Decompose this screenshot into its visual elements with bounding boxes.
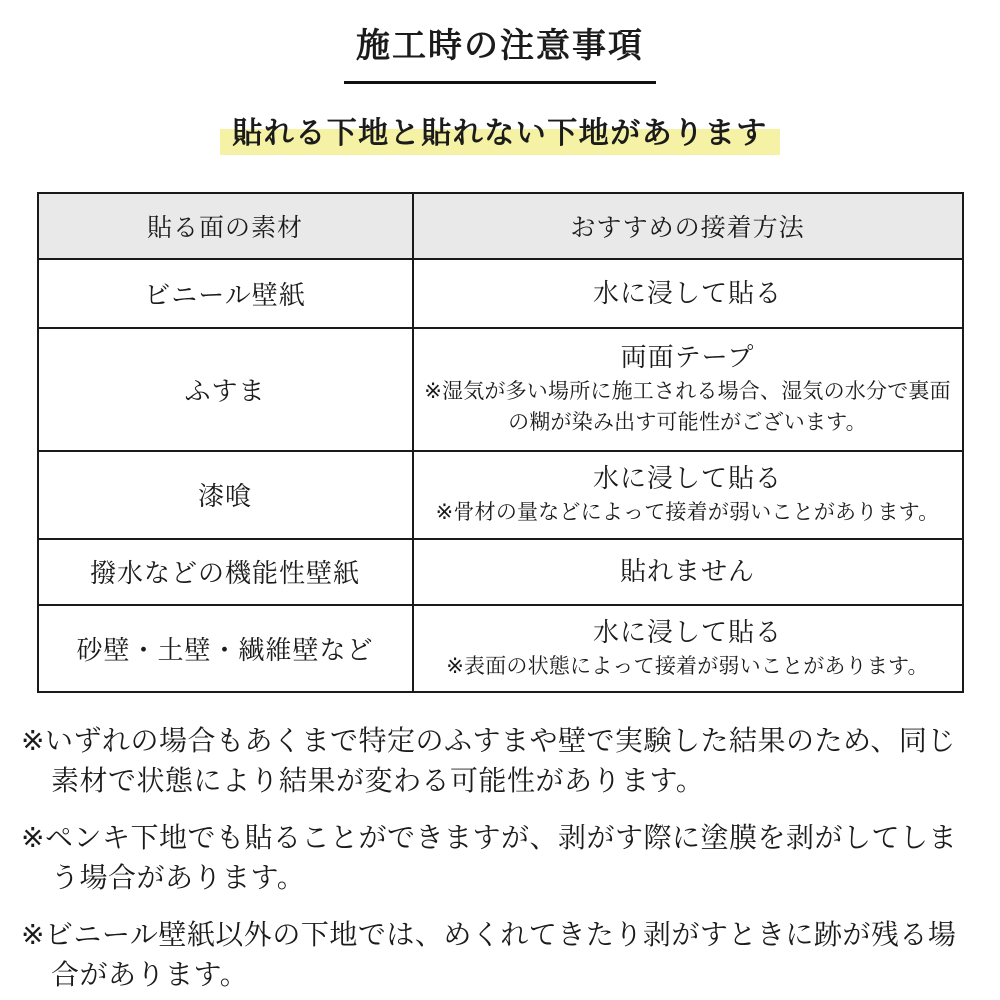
header-method: おすすめの接着方法: [413, 193, 963, 259]
table-row: [38, 605, 963, 692]
footnote: ※ペンキ下地でも貼ることができますが、剥がす際に塗膜を剥がしてしまう場合があります。: [21, 821, 957, 893]
subtitle-section: [0, 113, 1000, 155]
title-section: [0, 0, 1000, 84]
material-cell: 砂壁・土壁・繊維壁など: [38, 605, 413, 692]
header-material: 貼る面の素材: [38, 193, 413, 259]
table-row: [38, 539, 963, 605]
method-text: 水に浸して貼る: [592, 463, 782, 494]
footnote: ※ビニール壁紙以外の下地では、めくれてきたり剥がすときに跡が残る場合があります。: [21, 918, 957, 990]
method-cell: [413, 328, 963, 451]
footnotes-section: [21, 721, 979, 995]
method-note: ※湿気が多い場所に施工される場合、湿気の水分で裏面の糊が染み出す可能性がございます。: [424, 380, 951, 434]
table-row: [38, 451, 963, 539]
method-text: 水に浸して貼る: [592, 616, 782, 647]
substrate-table: [37, 192, 964, 693]
method-text: 両面テープ: [620, 342, 755, 373]
method-text: 水に浸して貼る: [592, 277, 782, 308]
method-cell: [413, 259, 963, 328]
method-text: 貼れません: [619, 556, 755, 587]
table-header-row: [38, 193, 963, 259]
method-cell: [413, 451, 963, 539]
material-cell: ビニール壁紙: [38, 259, 413, 328]
highlighted-subtitle: 貼れる下地と貼れない下地があります: [220, 113, 780, 155]
material-cell: 漆喰: [38, 451, 413, 539]
method-note: ※骨材の量などによって接着が弱いことがあります。: [435, 501, 940, 525]
method-note: ※表面の状態によって接着が弱いことがあります。: [446, 654, 929, 678]
method-cell: [413, 605, 963, 692]
page-title: 施工時の注意事項: [344, 24, 656, 84]
method-cell: [413, 539, 963, 605]
table-row: [38, 259, 963, 328]
material-cell: 撥水などの機能性壁紙: [38, 539, 413, 605]
material-cell: ふすま: [38, 328, 413, 451]
table-row: [38, 328, 963, 451]
footnote: ※いずれの場合もあくまで特定のふすまや壁で実験した結果のため、同じ素材で状態により結果が変わる可能性があります。: [21, 724, 956, 796]
